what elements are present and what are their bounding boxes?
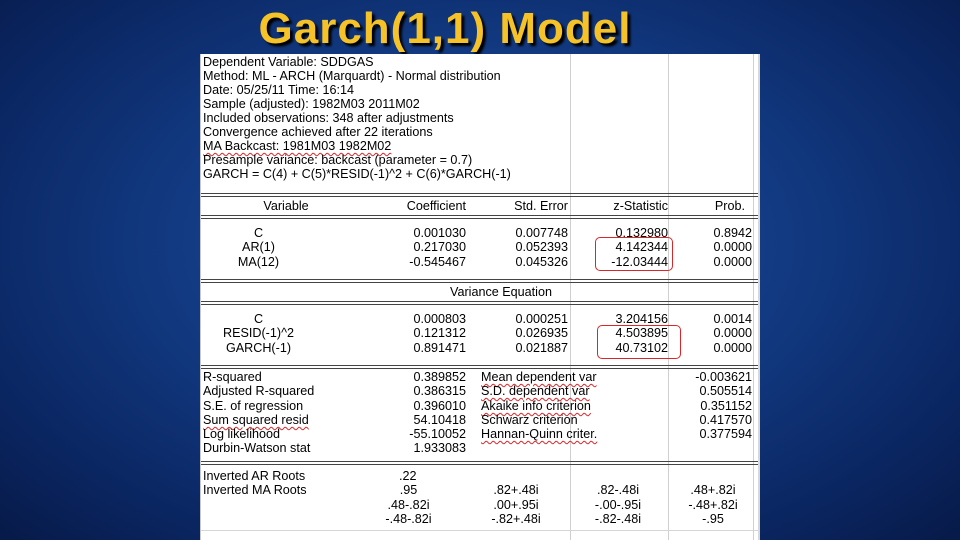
cell-coefficient: 0.001030 [413,226,466,240]
cell-z-statistic: -12.03444 [611,255,668,269]
header-included-observations: Included observations: 348 after adjustments [203,111,454,125]
stats-row [201,370,758,384]
separator-line [201,365,758,366]
ma-root-value: .00+.95i [493,498,539,512]
highlight-circle-ar-ma [595,237,673,271]
stat-label: Durbin-Watson stat [203,441,311,455]
separator-line [201,215,758,216]
header-ma-backcast: MA Backcast: 1981M03 1982M02 [203,139,392,153]
separator-line [201,461,758,462]
cell-z-statistic: 4.503895 [615,326,668,340]
stat-label-2: Akaike info criterion [481,399,591,413]
cell-prob: 0.0000 [713,240,752,254]
ma-root-value: -.00-.95i [594,498,642,512]
separator-line [201,218,758,219]
col-std-error-header: Std. Error [514,199,568,213]
slide-title: Garch(1,1) Model [258,4,632,53]
stat-value-2: 0.351152 [700,399,752,413]
cell-std-error: 0.045326 [515,255,568,269]
header-method: Method: ML - ARCH (Marquardt) - Normal distribution [203,69,501,83]
cell-variable: RESID(-1)^2 [223,326,294,340]
header-sample: Sample (adjusted): 1982M03 2011M02 [203,97,420,111]
cell-std-error: 0.052393 [515,240,568,254]
cell-coefficient: 0.121312 [413,326,466,340]
separator-line [201,464,758,465]
cell-prob: 0.0000 [713,326,752,340]
cell-std-error: 0.026935 [515,326,568,340]
stat-label: Sum squared resid [203,413,309,427]
separator-line [201,368,758,369]
separator-line [201,193,758,194]
stat-value: 1.933083 [413,441,466,455]
header-dependent-variable: Dependent Variable: SDDGAS [203,55,374,69]
stat-value-2: -0.003621 [695,370,752,384]
ma-root-value: -.82+.48i [491,512,541,526]
separator-line [201,279,758,280]
cell-std-error: 0.021887 [515,341,568,355]
stats-row [201,441,758,455]
ma-root-value: .95 [399,483,418,497]
cell-variable: C [253,226,264,240]
cell-prob: 0.8942 [713,226,752,240]
cell-z-statistic: 40.73102 [615,341,668,355]
cell-coefficient: 0.217030 [413,240,466,254]
cell-variable: GARCH(-1) [225,341,292,355]
ma-root-value: .82-.48i [596,483,639,497]
highlight-circle-garch [597,325,681,359]
stat-label-2: Schwarz criterion [481,413,578,427]
ma-root-value: .82+.48i [493,483,539,497]
ma-root-value: -.82-.48i [594,512,642,526]
ma-root-value: -.48-.82i [385,512,432,526]
stats-row [201,413,758,427]
header-garch-spec: GARCH = C(4) + C(5)*RESID(-1)^2 + C(6)*GARCH(-1) [203,167,511,181]
ma-root-value: -.48+.82i [688,498,738,512]
cell-variable: AR(1) [242,240,275,254]
stat-value-2: 0.417570 [699,413,752,427]
cell-z-statistic: 0.132980 [615,226,668,240]
stat-label: R-squared [203,370,262,384]
cell-coefficient: -0.545467 [409,255,466,269]
cell-coefficient: 0.000803 [413,312,466,326]
stat-label-2: S.D. dependent var [481,384,590,398]
separator-line [201,196,758,197]
table-row [201,255,758,269]
cell-z-statistic: 4.142344 [615,240,668,254]
stat-value: 0.396010 [413,399,466,413]
col-variable-header: Variable [263,199,309,213]
separator-line [201,282,758,283]
ma-root-value: -.95 [702,512,724,526]
ma-roots-row [201,498,758,512]
stat-value-2: 0.505514 [699,384,752,398]
table-row [201,312,758,326]
cell-variable: C [253,312,264,326]
cell-variable: MA(12) [237,255,280,269]
stat-value-2: 0.377594 [699,427,752,441]
col-prob-header: Prob. [714,199,745,213]
stat-label: S.E. of regression [203,399,304,413]
stats-row [201,384,758,398]
cell-prob: 0.0000 [713,341,752,355]
header-date: Date: 05/25/11 Time: 16:14 [203,83,354,97]
ma-roots-label: Inverted MA Roots [203,483,307,497]
separator-line [201,304,758,305]
header-convergence: Convergence achieved after 22 iterations [203,125,433,139]
stat-value: -55.10052 [409,427,466,441]
stat-value: 0.389852 [413,370,466,384]
stat-value: 54.10418 [413,413,466,427]
eviews-output-table [200,54,758,540]
column-header-row [201,199,758,213]
stats-row [201,399,758,413]
table-row [201,226,758,240]
ma-root-value: .48+.82i [690,483,736,497]
cell-prob: 0.0000 [713,255,752,269]
separator-line [201,301,758,302]
variance-equation-label: Variance Equation [450,285,552,299]
ar-roots-row [201,469,758,483]
ma-roots-row [201,483,758,497]
stat-label-2: Mean dependent var [481,370,597,384]
col-z-statistic-header: z-Statistic [613,199,668,213]
stat-label-2: Hannan-Quinn criter. [481,427,598,441]
header-presample-variance: Presample variance: backcast (parameter = 0.7) [203,153,473,167]
ar-root-value: .22 [399,469,417,483]
variance-equation-row [201,285,758,299]
cell-std-error: 0.007748 [515,226,568,240]
cell-prob: 0.0014 [713,312,752,326]
grid-line [201,530,758,531]
ar-roots-label: Inverted AR Roots [203,469,306,483]
col-coefficient-header: Coefficient [406,199,466,213]
stats-row [201,427,758,441]
cell-z-statistic: 3.204156 [615,312,668,326]
ma-roots-row [201,512,758,526]
stat-label: Log likelihood [203,427,281,441]
stat-label: Adjusted R-squared [203,384,315,398]
stat-value: 0.386315 [413,384,466,398]
cell-std-error: 0.000251 [515,312,568,326]
cell-coefficient: 0.891471 [413,341,466,355]
ma-root-value: .48-.82i [387,498,430,512]
table-row [201,240,758,254]
